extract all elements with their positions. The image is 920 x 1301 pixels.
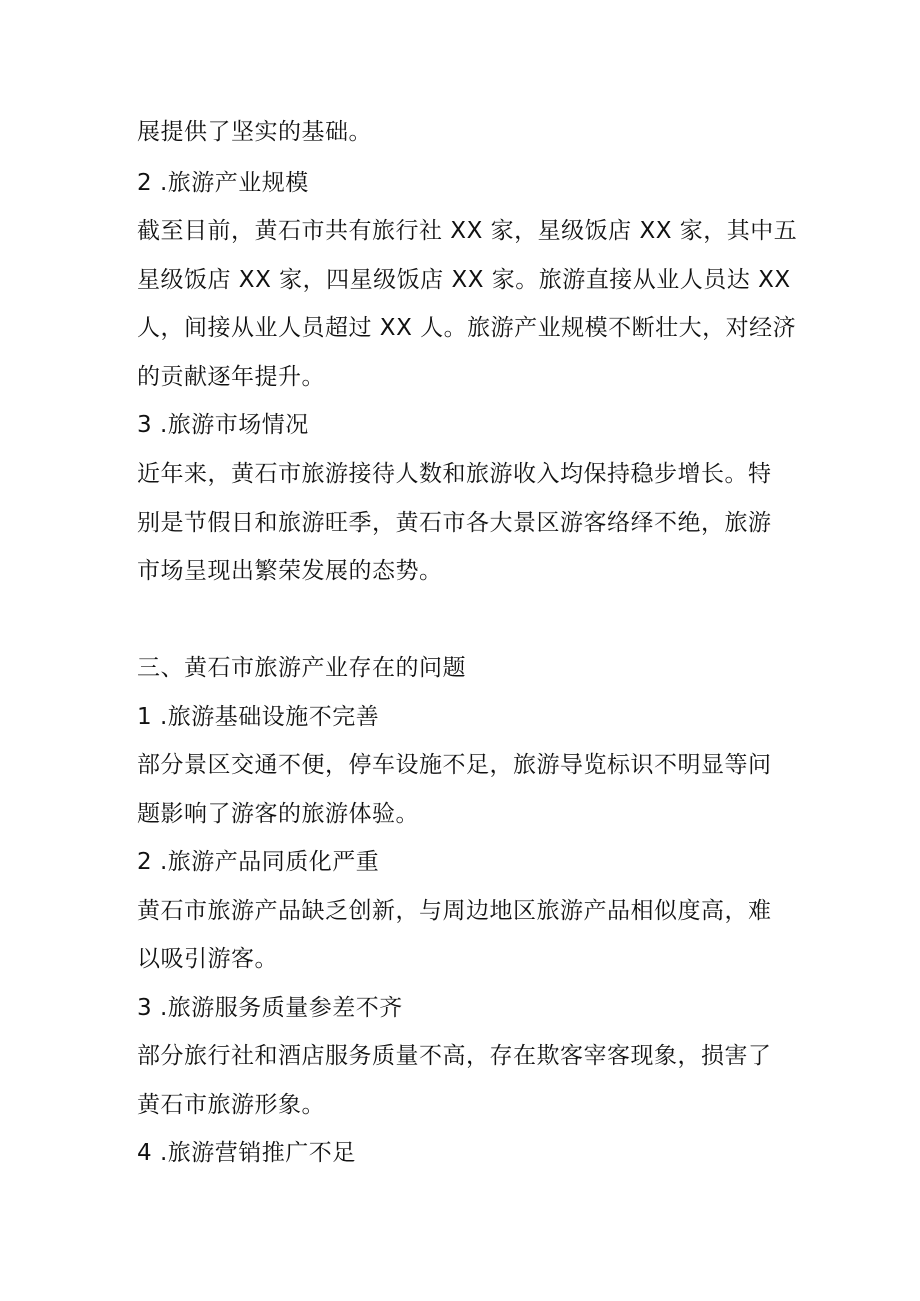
paragraph-line: 黄石市旅游产品缺乏创新，与周边地区旅游产品相似度高，难 <box>137 898 772 924</box>
paragraph-line: 展提供了坚实的基础。 <box>137 119 372 145</box>
paragraph-line: 以吸引游客。 <box>137 946 278 972</box>
subheading: 2 .旅游产品同质化严重 <box>137 849 380 875</box>
paragraph-line: 人，间接从业人员超过 XX 人。旅游产业规模不断壮大，对经济 <box>137 315 797 341</box>
subheading: 3 .旅游市场情况 <box>137 412 309 438</box>
subheading: 1 .旅游基础设施不完善 <box>137 704 380 730</box>
paragraph-line: 截至目前，黄石市共有旅行社 XX 家，星级饭店 XX 家，其中五 <box>137 218 798 244</box>
subheading: 4 .旅游营销推广不足 <box>137 1140 356 1166</box>
paragraph-line: 市场呈现出繁荣发展的态势。 <box>137 558 443 584</box>
subheading: 2 .旅游产业规模 <box>137 170 309 196</box>
paragraph-line: 星级饭店 XX 家，四星级饭店 XX 家。旅游直接从业人员达 XX <box>137 267 791 293</box>
section-heading: 三、黄石市旅游产业存在的问题 <box>137 655 466 681</box>
paragraph-line: 别是节假日和旅游旺季，黄石市各大景区游客络绎不绝，旅游 <box>137 510 772 536</box>
paragraph-line: 部分旅行社和酒店服务质量不高，存在欺客宰客现象，损害了 <box>137 1043 772 1069</box>
paragraph-line: 的贡献逐年提升。 <box>137 364 325 390</box>
paragraph-line: 黄石市旅游形象。 <box>137 1092 325 1118</box>
subheading: 3 .旅游服务质量参差不齐 <box>137 995 403 1021</box>
paragraph-line: 题影响了游客的旅游体验。 <box>137 801 419 827</box>
paragraph-line: 近年来，黄石市旅游接待人数和旅游收入均保持稳步增长。特 <box>137 461 772 487</box>
paragraph-line: 部分景区交通不便，停车设施不足，旅游导览标识不明显等问 <box>137 752 772 778</box>
